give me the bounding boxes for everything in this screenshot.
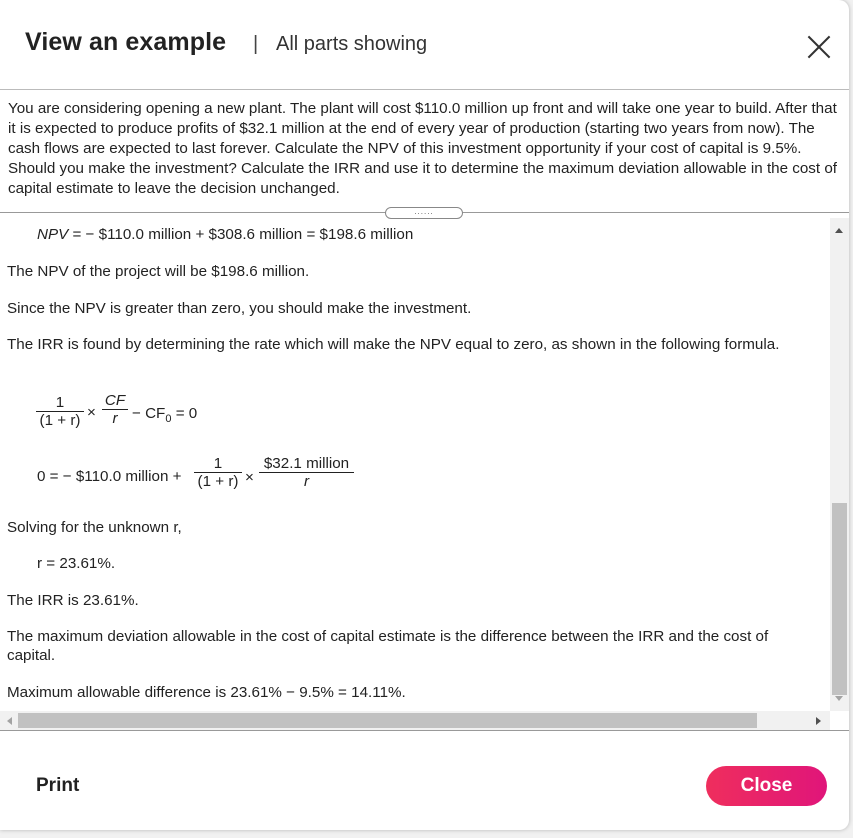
- print-button[interactable]: Print: [36, 775, 80, 796]
- npv-statement: The NPV of the project will be $198.6 million.: [7, 263, 310, 280]
- r-value: r = 23.61%.: [37, 555, 116, 572]
- decision-statement: Since the NPV is greater than zero, you should make the investment.: [7, 300, 472, 317]
- fraction-numerator: 1: [55, 394, 65, 411]
- fraction-denominator: (1 + r): [197, 473, 239, 490]
- npv-equation-rhs: = − $110.0 million + $308.6 million = $198.6 million: [72, 226, 414, 243]
- close-button[interactable]: Close: [706, 766, 827, 806]
- solving-statement: Solving for the unknown r,: [7, 519, 182, 536]
- fraction-discount: [36, 394, 84, 429]
- max-deviation-result: Maximum allowable difference is 23.61% − 9.5% = 14.11%.: [7, 684, 406, 701]
- cf0-term: [132, 405, 198, 425]
- subscript-zero: 0: [165, 413, 172, 425]
- solution-pane[interactable]: [0, 218, 830, 711]
- irr-intro: The IRR is found by determining the rate which will make the NPV equal to zero, as shown in the following formula.: [7, 336, 780, 353]
- scroll-right-icon[interactable]: [816, 717, 821, 725]
- npv-equation: [37, 226, 413, 243]
- fraction-discount: [194, 455, 242, 490]
- fraction-cf: [102, 392, 128, 427]
- fraction-denominator: (1 + r): [39, 412, 81, 429]
- close-icon[interactable]: [806, 34, 832, 60]
- max-deviation-intro: The maximum deviation allowable in the cost of capital estimate is the difference between the IRR and the cost of capital.: [7, 628, 769, 664]
- minus-cf: − CF: [132, 405, 166, 422]
- scroll-down-icon[interactable]: [835, 696, 843, 701]
- fraction-denominator: r: [303, 473, 310, 490]
- equals-zero: = 0: [175, 405, 198, 422]
- dialog-subtitle: All parts showing: [276, 33, 428, 55]
- dialog-header: [0, 0, 849, 90]
- irr-statement: The IRR is 23.61%.: [7, 592, 139, 609]
- question-text: You are considering opening a new plant. The plant will cost $110.0 million up front and will take one year to build. After that it is expected to produce profits of $32.1 million at the end of every year of production (starting two years from now). The cash flows are expected to last forever. Calculate the NPV of this investment opportunity if your cost of capital is 9.5%. Should you make the investment? Calculate the IRR and use it to determine the maximum deviation allowable in the cost of capital estimate to leave the decision unchanged.: [8, 100, 838, 197]
- fraction-profit: [259, 455, 354, 490]
- fraction-numerator: CF: [104, 392, 126, 409]
- formula-lhs: 0 = − $110.0 million +: [37, 468, 182, 485]
- fraction-numerator: 1: [213, 455, 223, 472]
- npv-symbol: NPV: [37, 226, 69, 243]
- footer-divider: [0, 730, 849, 731]
- dialog-title: View an example: [25, 28, 227, 56]
- fraction-numerator: $32.1 million: [263, 455, 350, 472]
- scroll-up-icon[interactable]: [835, 228, 843, 233]
- times-sign: ×: [87, 404, 96, 421]
- resize-grip[interactable]: ......: [385, 207, 463, 219]
- vertical-scroll-thumb[interactable]: [832, 503, 847, 695]
- horizontal-scrollbar[interactable]: [0, 711, 830, 730]
- scroll-left-icon[interactable]: [7, 717, 12, 725]
- times-sign: ×: [245, 469, 254, 486]
- horizontal-scroll-thumb[interactable]: [18, 713, 757, 728]
- title-separator: |: [253, 33, 259, 55]
- fraction-denominator: r: [112, 410, 118, 427]
- vertical-scrollbar[interactable]: [830, 218, 849, 711]
